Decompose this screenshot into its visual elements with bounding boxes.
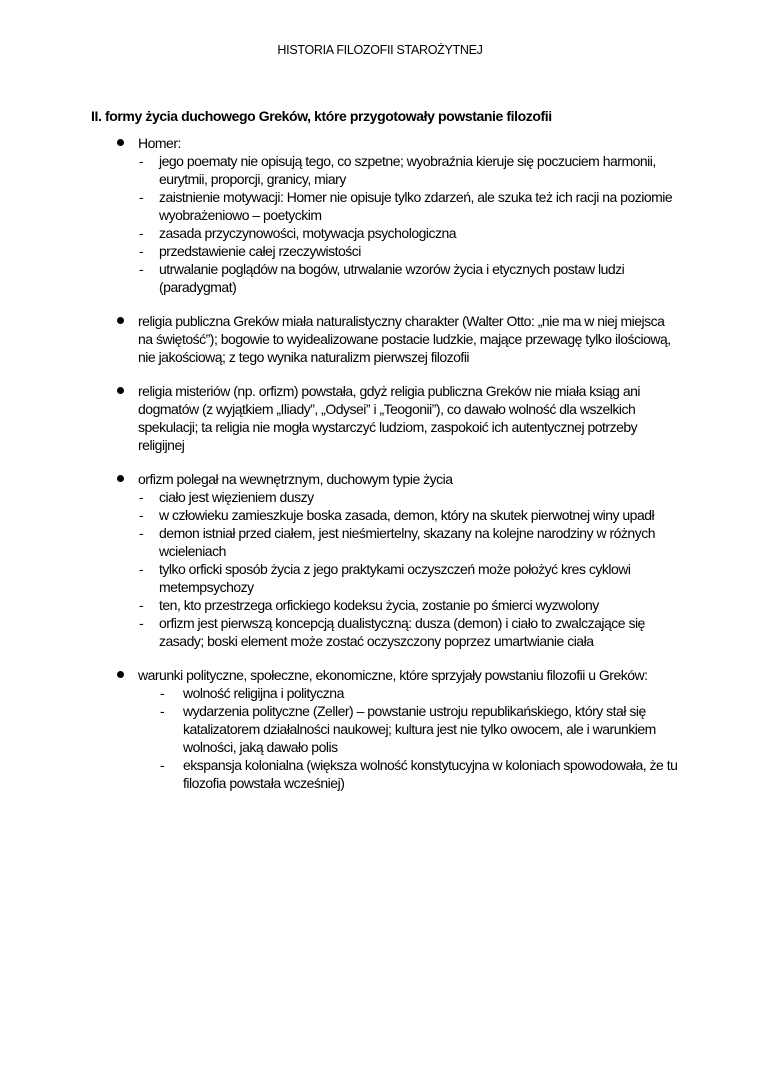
dash-icon: - [139, 243, 144, 259]
sub-item-text: ekspansja kolonialna (większa wolność konstytucyjna w koloniach spowodowała, że tu filozofia powstała wcześniej) [183, 757, 678, 791]
bullet-text: orfizm polegał na wewnętrznym, duchowym typie życia [138, 471, 453, 487]
dash-icon: - [139, 261, 144, 277]
sub-item-text: zasada przyczynowości, motywacja psychologiczna [159, 225, 457, 241]
dash-icon: - [139, 507, 144, 523]
sub-item-text: w człowieku zamieszkuje boska zasada, demon, który na skutek pierwotnej winy upadł [159, 507, 655, 523]
dash-icon: - [139, 189, 144, 205]
sub-item [0, 596, 760, 614]
sub-item-text: ten, kto przestrzega orfickiego kodeksu życia, zostanie po śmierci wyzwolony [159, 597, 599, 613]
sub-item-text: przedstawienie całej rzeczywistości [159, 243, 361, 259]
dash-icon: - [139, 597, 144, 613]
bullet-icon [117, 671, 124, 678]
bullet-icon [117, 475, 124, 482]
bullet-icon [117, 139, 124, 146]
page-header: HISTORIA FILOZOFII STAROŻYTNEJ [277, 43, 483, 57]
sub-item [0, 524, 760, 560]
bullet-icon [117, 317, 124, 324]
sub-item [0, 488, 760, 506]
sub-item [0, 224, 760, 242]
bullet-item [0, 666, 760, 684]
sub-item-text: wolność religijna i polityczna [183, 685, 344, 701]
bullet-item [0, 470, 760, 488]
sub-item [0, 702, 760, 756]
dash-icon: - [160, 757, 165, 773]
bullet-icon [117, 387, 124, 394]
sub-item-text: zaistnienie motywacji: Homer nie opisuje tylko zdarzeń, ale szuka też ich racji na poziomie wyobrażeniowo – poetyckim [159, 189, 673, 223]
dash-icon: - [139, 225, 144, 241]
bullet-block-warunki [0, 666, 760, 792]
section-title: II. formy życia duchowego Greków, które przygotowały powstanie filozofii [91, 108, 552, 124]
dash-icon: - [139, 615, 144, 631]
sub-item [0, 614, 760, 650]
sub-list [0, 684, 760, 792]
sub-item [0, 756, 760, 792]
sub-item-text: tylko orficki sposób życia z jego praktykami oczyszczeń może położyć kres cyklowi metempsychozy [159, 561, 631, 595]
sub-item-text: ciało jest więzieniem duszy [159, 489, 314, 505]
sub-item [0, 506, 760, 524]
sub-item-text: orfizm jest pierwszą koncepcją dualistyczną: dusza (demon) i ciało to zwalczające się zasady; boski element może zostać oczyszczony poprzez umartwianie ciała [159, 615, 645, 649]
dash-icon: - [139, 525, 144, 541]
bullet-block-homer [0, 134, 760, 296]
bullet-block-religia-publiczna [0, 312, 760, 366]
bullet-item [0, 382, 760, 454]
sub-list [0, 152, 760, 296]
sub-item [0, 560, 760, 596]
sub-item-text: utrwalanie poglądów na bogów, utrwalanie wzorów życia i etycznych postaw ludzi (paradygmat) [159, 261, 625, 295]
bullet-text: religia misteriów (np. orfizm) powstała, gdyż religia publiczna Greków nie miała ksiąg ani dogmatów (z wyjątkiem „Iliady”, „Odysei” i „Teogonii”), co dawało wolność dla wszelkich spekulacji; ta religia nie mogła wystarczyć ludziom, zaspokoić ich autentycznej potrzeby religijnej [138, 383, 640, 453]
bullet-text: warunki polityczne, społeczne, ekonomiczne, które sprzyjały powstaniu filozofii u Greków: [138, 667, 648, 683]
sub-item [0, 684, 760, 702]
bullet-item [0, 134, 760, 152]
dash-icon: - [139, 489, 144, 505]
bullet-block-orfizm [0, 470, 760, 650]
sub-item [0, 188, 760, 224]
sub-item-text: wydarzenia polityczne (Zeller) – powstanie ustroju republikańskiego, który stał się katalizatorem działalności naukowej; kultura jest nie tylko owocem, ale i warunkiem wolności, jaką dawało polis [183, 703, 656, 755]
sub-item-text: jego poematy nie opisują tego, co szpetne; wyobraźnia kieruje się poczuciem harmonii, eurytmii, proporcji, granicy, miary [159, 153, 656, 187]
dash-icon: - [139, 561, 144, 577]
sub-item [0, 242, 760, 260]
bullet-item [0, 312, 760, 366]
bullet-text: religia publiczna Greków miała naturalistyczny charakter (Walter Otto: „nie ma w niej miejsca na świętość”); bogowie to wyidealizowane postacie ludzkie, mające przewagę tylko ilościową, nie jakościową; z tego wynika naturalizm pierwszej filozofii [138, 313, 671, 365]
document-body [0, 134, 760, 808]
bullet-text: Homer: [138, 135, 181, 151]
bullet-block-religia-misteriow [0, 382, 760, 454]
sub-item [0, 260, 760, 296]
dash-icon: - [160, 703, 165, 719]
dash-icon: - [139, 153, 144, 169]
sub-list [0, 488, 760, 650]
sub-item [0, 152, 760, 188]
sub-item-text: demon istniał przed ciałem, jest nieśmiertelny, skazany na kolejne narodziny w różnych wcieleniach [159, 525, 655, 559]
dash-icon: - [160, 685, 165, 701]
